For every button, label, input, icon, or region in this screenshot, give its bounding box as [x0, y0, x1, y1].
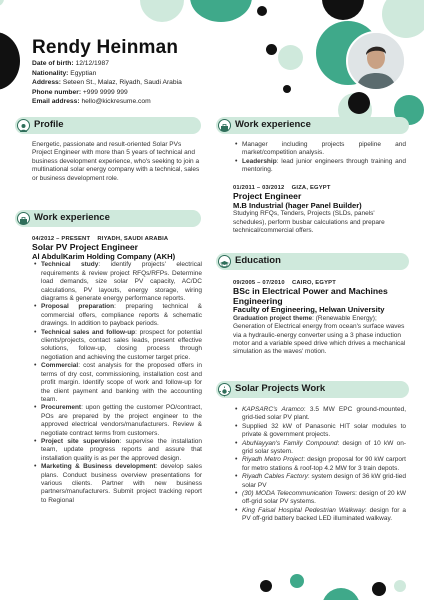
project-text: : (Renewable Energy); Generation of Electrical energy from ocean's surface waves via a hydraulic-energy converter using a 3 phase induction motor and a variable speed drive which drives a mechanical simulation as the waves' motion.: [233, 314, 406, 356]
item-label: Leadership: [242, 157, 277, 165]
decor-circle: [322, 588, 360, 600]
degree-title: BSc in Electrical Power and Machines Engineering: [233, 286, 388, 306]
job-company: Al AbdulKarim Holding Company (AKH): [32, 251, 176, 261]
list-item: [32, 438, 202, 463]
list-item: [32, 303, 202, 328]
item-label: Technical study: [41, 261, 99, 269]
job-title: Solar PV Project Engineer: [32, 242, 139, 253]
item-text: : identify projects' electrical requirements & review project RFQs/RFPs. Determine load demands, size solar PV capacity, AC/DC calculations, PV layouts, energy storage, wiring diagrams & generate energy performance reports.: [41, 261, 202, 303]
decor-circle: [348, 92, 370, 114]
detail-value: Egyptian: [70, 69, 97, 77]
job-meta: 01/2011 – 03/2012 GIZA, EGYPT: [233, 185, 331, 191]
decor-circle: [257, 6, 267, 16]
job-company: M.B Industrial (hager Panel Builder): [233, 200, 362, 210]
decor-circle: [0, 0, 4, 6]
responsibilities-list: [32, 261, 202, 505]
list-item: [233, 456, 406, 473]
item-text: : upon getting the customer PO/contract, POs are prepared by the project engineer to the approved electrical vendors/manufacturers. Review & negotiate contract terms from customers.: [41, 404, 202, 437]
detail-value: Seteen St., Malaz, Riyadh, Saudi Arabia: [62, 79, 182, 87]
decor-circle: [283, 85, 291, 93]
work-entry-akh: [32, 235, 202, 505]
item-text: : preparing technical & commercial offers, compliance reports & schematic drawings. In addition to payback periods.: [41, 303, 202, 328]
detail-phone: [32, 88, 182, 98]
list-item: [233, 507, 406, 524]
section-title: Education: [235, 255, 281, 266]
detail-value: hello@kickresume.com: [81, 98, 151, 106]
decor-circle: [266, 44, 277, 55]
list-item: [233, 423, 406, 440]
decor-circle: [290, 574, 304, 588]
work-entry-mb: [233, 184, 406, 236]
decor-circle: [394, 580, 406, 592]
project-text: : design of 20 kW off-grid solar PV systems.: [242, 490, 406, 506]
section-header-solar: [216, 381, 409, 398]
project-name: KAPSARC's Aramco: [242, 406, 304, 413]
detail-dob: [32, 59, 182, 69]
project-text: : system design of 36 kW grid-tied solar PV: [242, 473, 407, 489]
project-text: : design proposal for 90 kW carport for metro stations & roof-top 4.2 MW for 3 train depots.: [242, 456, 406, 472]
decor-circle: [322, 0, 364, 20]
briefcase-icon: [17, 212, 30, 225]
job-description: Studying RFQs, Tenders, Projects (SLDs, panels' schedules), perform busbar calculations and prepare technical/commercial offers.: [233, 210, 385, 235]
detail-label: Address:: [32, 79, 61, 87]
sun-icon: [218, 383, 231, 396]
list-item: [32, 362, 202, 404]
decor-circle: [382, 0, 424, 38]
section-title: Work experience: [34, 212, 110, 223]
section-header-work: [15, 210, 201, 227]
item-text: : supervise the installation team, update progress reports and assure that installation quality is as per the approved design.: [41, 437, 202, 462]
project-text: : 3.5 MW EPC ground-mounted, grid-tied solar PV plant.: [242, 406, 406, 422]
graduation-project: [233, 315, 406, 357]
briefcase-icon: [218, 119, 231, 132]
list-item: [32, 463, 202, 505]
detail-label: Date of birth:: [32, 60, 74, 67]
detail-label: Phone number:: [32, 88, 82, 96]
list-item: [32, 404, 202, 438]
project-name: Riyadh Cables Factory: [242, 473, 308, 481]
profile-photo: [346, 31, 406, 91]
list-item: [233, 490, 406, 507]
job-title: Project Engineer: [233, 191, 302, 202]
item-text: : cost analysis for the proposed offers in terms of dry cost, commissioning, installation cost and profit margin. Identify scope of work and follow-up for the client payment and banking with the accounting team.: [41, 362, 202, 403]
decor-circle: [260, 580, 272, 592]
decor-circle: [140, 0, 184, 22]
project-name: AbuNayyan's Family Compound: [242, 439, 338, 447]
item-label: Proposal preparation: [41, 303, 115, 311]
candidate-name: Rendy Heinman: [32, 37, 179, 58]
solar-projects: [233, 406, 406, 524]
graduation-cap-icon: [218, 255, 231, 268]
item-label: Commercial: [41, 362, 79, 370]
detail-label: Nationality:: [32, 69, 69, 77]
detail-value: 12/12/1987: [75, 60, 109, 67]
decor-circle: [190, 0, 252, 22]
section-header-profile: [15, 117, 201, 134]
job-meta: 04/2012 – PRESENT RIYADH, SAUDI ARABIA: [32, 236, 169, 242]
list-item: [32, 329, 202, 363]
project-name: (30) MODA Telecommunication Towers: [242, 490, 356, 498]
section-header-work-continued: [216, 117, 409, 134]
work-continued: [233, 141, 406, 175]
list-item: [233, 158, 406, 175]
item-label: Marketing & Business development: [41, 463, 156, 471]
list-item: [32, 261, 202, 303]
project-text: : design of 10 kW on-grid solar system.: [242, 439, 406, 456]
item-label: Project site supervision: [41, 437, 120, 445]
education-entry: [233, 279, 406, 357]
item-text: : develop sales plans. Conduct business overview presentations for various clients. Partner with new business partners/manufacturers. Submit project tracking report to Regional: [41, 463, 202, 504]
project-name: Riyadh Metro Project: [242, 456, 304, 464]
list-item: [233, 473, 406, 490]
decor-circle: [0, 32, 20, 90]
decor-circle: [372, 582, 386, 596]
section-header-education: [216, 253, 409, 270]
list-item: [233, 406, 406, 423]
detail-email: [32, 97, 182, 107]
item-text: : prospect for potential clients/projects, contact sales leads, present effective solutions, follow-up, closing process through negotiation and achieving the customer target price.: [41, 328, 202, 361]
detail-value: +999 9999 999: [82, 88, 128, 96]
project-label: Graduation project theme: [233, 314, 313, 322]
list-item: [233, 141, 406, 158]
person-icon: [17, 119, 30, 132]
item-text: Manager including projects pipeline and market/competition analysis.: [242, 141, 406, 157]
solar-projects-list: [233, 406, 406, 524]
responsibilities-list: [233, 141, 406, 175]
section-title: Work experience: [235, 119, 311, 130]
personal-details: [32, 59, 182, 107]
project-text: Supplied 32 kW of Panasonic HIT solar modules to private & government projects.: [242, 422, 406, 439]
profile-summary: [32, 141, 202, 183]
detail-address: [32, 78, 182, 88]
item-text: : lead junior engineers through training and mentoring.: [242, 157, 406, 174]
person-photo-icon: [348, 33, 404, 89]
school-name: Faculty of Engineering, Helwan University: [233, 305, 385, 315]
section-title: Profile: [34, 119, 64, 130]
detail-label: Email address:: [32, 98, 80, 106]
decor-circle: [278, 45, 303, 70]
project-name: King Faisal Hospital Pedestrian Walkway: [242, 506, 365, 514]
item-label: Technical sales and follow-up: [41, 328, 136, 336]
education-meta: 09/2005 – 07/2010 CAIRO, EGYPT: [233, 280, 336, 286]
section-title: Solar Projects Work: [235, 383, 326, 394]
list-item: [233, 440, 406, 457]
item-label: Procurement: [41, 404, 82, 412]
project-text: : design for a PV off-grid battery backed LED illuminated walkway.: [242, 506, 407, 523]
detail-nationality: [32, 69, 182, 79]
profile-text: Energetic, passionate and result-oriented Solar PVs Project Engineer with more than 5 years of technical and business development experience, who's seeking to join a multinational solar energy company with a technical, sales or business development role.: [32, 141, 200, 182]
